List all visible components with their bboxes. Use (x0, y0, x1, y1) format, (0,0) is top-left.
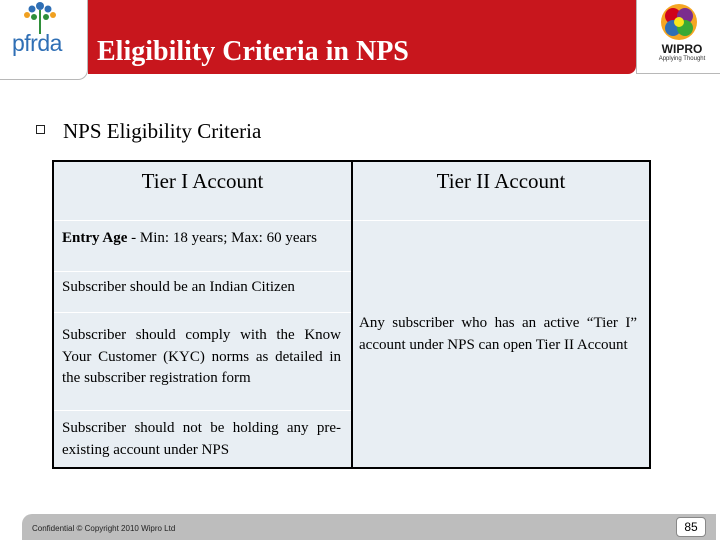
wipro-logo-text: WIPRO (661, 42, 703, 56)
page-number: 85 (676, 517, 706, 537)
pfrda-logo (0, 0, 88, 80)
table-border-top (52, 160, 651, 162)
wipro-flower-icon (657, 2, 701, 42)
page-title: Eligibility Criteria in NPS (97, 36, 409, 67)
tier1-row-citizen (54, 272, 351, 312)
tier2-header: Tier II Account (436, 169, 566, 193)
preexisting-text: Subscriber should not be holding any pre-existing account under NPS (62, 420, 341, 458)
pfrda-tree-icon (20, 0, 60, 34)
table-border-left (52, 161, 54, 468)
checkbox-bullet-icon (36, 125, 45, 134)
tier2-text: Any subscriber who has an active “Tier I” account under NPS can open Tier II Account (359, 315, 637, 353)
tier1-row-kyc (54, 313, 351, 410)
wipro-logo (636, 0, 720, 74)
table-border-bottom (52, 467, 651, 469)
tier1-header-cell (54, 162, 351, 220)
footer-bar (22, 514, 716, 540)
tier1-row-entry-age (54, 221, 351, 271)
tier1-header: Tier I Account (141, 169, 264, 193)
kyc-text: Subscriber should comply with the Know Your Customer (KYC) norms as detailed in the subscriber registration form (62, 327, 341, 386)
entry-age-label: Entry Age (62, 230, 128, 246)
tier2-description-cell (353, 221, 649, 467)
tier1-row-preexisting (54, 411, 351, 467)
entry-age-text: - Min: 18 years; Max: 60 years (127, 230, 317, 246)
section-heading: NPS Eligibility Criteria (63, 119, 262, 143)
tier2-header-cell (353, 162, 649, 220)
copyright-text: Confidential © Copyright 2010 Wipro Ltd (32, 524, 176, 533)
table-border-right (649, 161, 651, 468)
wipro-tagline: Applying Thought (658, 56, 706, 62)
citizen-text: Subscriber should be an Indian Citizen (62, 279, 295, 295)
table-border-middle (351, 161, 353, 468)
pfrda-logo-text: pfrda (12, 30, 62, 56)
